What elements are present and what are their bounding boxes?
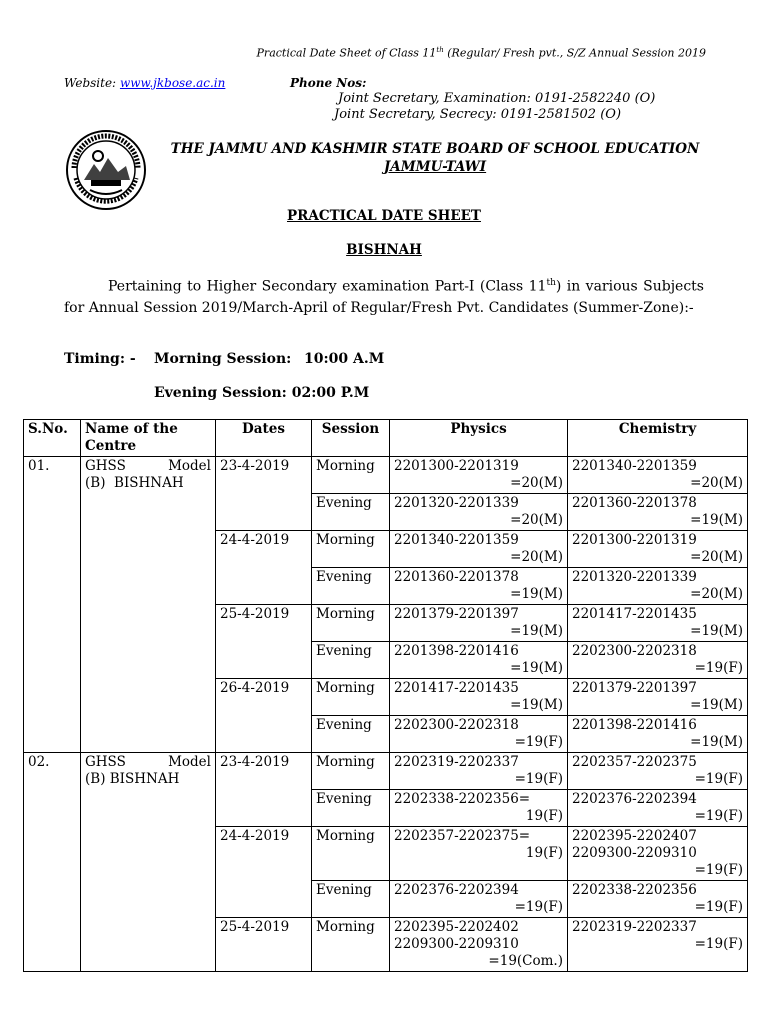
session-cell: Evening bbox=[312, 494, 390, 531]
session-cell: Evening bbox=[312, 568, 390, 605]
physics-cell: 2202395-2202402 2209300-2209310 =19(Com.) bbox=[390, 918, 568, 972]
exam-date: 23-4-2019 bbox=[216, 457, 312, 531]
board-name: THE JAMMU AND KASHMIR STATE BOARD OF SCHOOL EDUCATION bbox=[170, 141, 700, 157]
table-row bbox=[24, 753, 748, 790]
physics-cell: 2201320-2201339 =20(M) bbox=[390, 494, 568, 531]
col-header-centre: Name of the Centre bbox=[81, 420, 216, 457]
exam-date: 25-4-2019 bbox=[216, 605, 312, 679]
session-cell: Morning bbox=[312, 753, 390, 790]
physics-cell: 2201398-2201416 =19(M) bbox=[390, 642, 568, 679]
chemistry-cell: 2202357-2202375 =19(F) bbox=[568, 753, 748, 790]
physics-cell: 2202338-2202356= 19(F) bbox=[390, 790, 568, 827]
chemistry-cell: 2202319-2202337 =19(F) bbox=[568, 918, 748, 972]
session-cell: Evening bbox=[312, 881, 390, 918]
col-header-physics: Physics bbox=[390, 420, 568, 457]
physics-cell: 2201300-2201319 =20(M) bbox=[390, 457, 568, 494]
chemistry-cell: 2201320-2201339 =20(M) bbox=[568, 568, 748, 605]
session-cell: Morning bbox=[312, 918, 390, 972]
centre-sno: 01. bbox=[24, 457, 81, 753]
chemistry-cell: 2201360-2201378 =19(M) bbox=[568, 494, 748, 531]
chemistry-cell: 2201379-2201397 =19(M) bbox=[568, 679, 748, 716]
session-cell: Evening bbox=[312, 642, 390, 679]
chemistry-cell: 2202376-2202394 =19(F) bbox=[568, 790, 748, 827]
physics-cell: 2201360-2201378 =19(M) bbox=[390, 568, 568, 605]
table-header-row bbox=[24, 420, 748, 457]
chemistry-cell: 2201398-2201416 =19(M) bbox=[568, 716, 748, 753]
chemistry-cell: 2201417-2201435 =19(M) bbox=[568, 605, 748, 642]
col-header-sno: S.No. bbox=[24, 420, 81, 457]
board-seal-icon bbox=[64, 128, 148, 212]
session-cell: Morning bbox=[312, 457, 390, 494]
chemistry-cell: 2202338-2202356 =19(F) bbox=[568, 881, 748, 918]
exam-date: 23-4-2019 bbox=[216, 753, 312, 827]
physics-cell: 2202319-2202337 =19(F) bbox=[390, 753, 568, 790]
physics-cell: 2201340-2201359 =20(M) bbox=[390, 531, 568, 568]
intro-paragraph: Pertaining to Higher Secondary examination Part-I (Class 11th) in various Subjects for Annual Session 2019/March-April of Regular/Fresh Pvt. Candidates (Summer-Zone):- bbox=[64, 278, 704, 316]
exam-date: 24-4-2019 bbox=[216, 531, 312, 605]
chemistry-cell: 2201300-2201319 =20(M) bbox=[568, 531, 748, 568]
website-link[interactable]: www.jkbose.ac.in bbox=[119, 76, 226, 90]
timing-evening: Evening Session: 02:00 P.M bbox=[154, 385, 370, 401]
timing-morning: Timing: - Morning Session: 10:00 A.M bbox=[64, 351, 385, 367]
table-row bbox=[24, 457, 748, 494]
board-heading bbox=[150, 140, 720, 176]
exam-date: 25-4-2019 bbox=[216, 918, 312, 972]
col-header-chemistry: Chemistry bbox=[568, 420, 748, 457]
physics-cell: 2201417-2201435 =19(M) bbox=[390, 679, 568, 716]
centre-name: GHSS Model (B) BISHNAH bbox=[81, 457, 216, 753]
phone-secrecy: Joint Secretary, Secrecy: 0191-2581502 (O) bbox=[334, 107, 622, 122]
website-line: Website: www.jkbose.ac.in bbox=[64, 76, 226, 90]
session-cell: Morning bbox=[312, 679, 390, 716]
physics-cell: 2202357-2202375= 19(F) bbox=[390, 827, 568, 881]
exam-date: 24-4-2019 bbox=[216, 827, 312, 918]
session-cell: Morning bbox=[312, 827, 390, 881]
phone-label: Phone Nos: bbox=[290, 76, 367, 90]
phone-exam: Joint Secretary, Examination: 0191-2582240 (O) bbox=[338, 91, 656, 106]
session-cell: Morning bbox=[312, 605, 390, 642]
centre-name: GHSS Model (B) BISHNAH bbox=[81, 753, 216, 972]
page-title: PRACTICAL DATE SHEET bbox=[287, 208, 481, 224]
chemistry-cell: 2201340-2201359 =20(M) bbox=[568, 457, 748, 494]
chemistry-cell: 2202300-2202318 =19(F) bbox=[568, 642, 748, 679]
centre-sno: 02. bbox=[24, 753, 81, 972]
physics-cell: 2202376-2202394 =19(F) bbox=[390, 881, 568, 918]
col-header-session: Session bbox=[312, 420, 390, 457]
page-header-note: Practical Date Sheet of Class 11th (Regular/ Fresh pvt., S/Z Annual Session 2019 bbox=[256, 46, 706, 60]
chemistry-cell: 2202395-2202407 2209300-2209310 =19(F) bbox=[568, 827, 748, 881]
board-location: JAMMU-TAWI bbox=[383, 159, 487, 175]
session-cell: Morning bbox=[312, 531, 390, 568]
session-cell: Evening bbox=[312, 790, 390, 827]
physics-cell: 2201379-2201397 =19(M) bbox=[390, 605, 568, 642]
exam-date: 26-4-2019 bbox=[216, 679, 312, 753]
page-subtitle: BISHNAH bbox=[346, 242, 422, 258]
physics-cell: 2202300-2202318 =19(F) bbox=[390, 716, 568, 753]
date-sheet-table bbox=[23, 419, 748, 972]
col-header-dates: Dates bbox=[216, 420, 312, 457]
session-cell: Evening bbox=[312, 716, 390, 753]
